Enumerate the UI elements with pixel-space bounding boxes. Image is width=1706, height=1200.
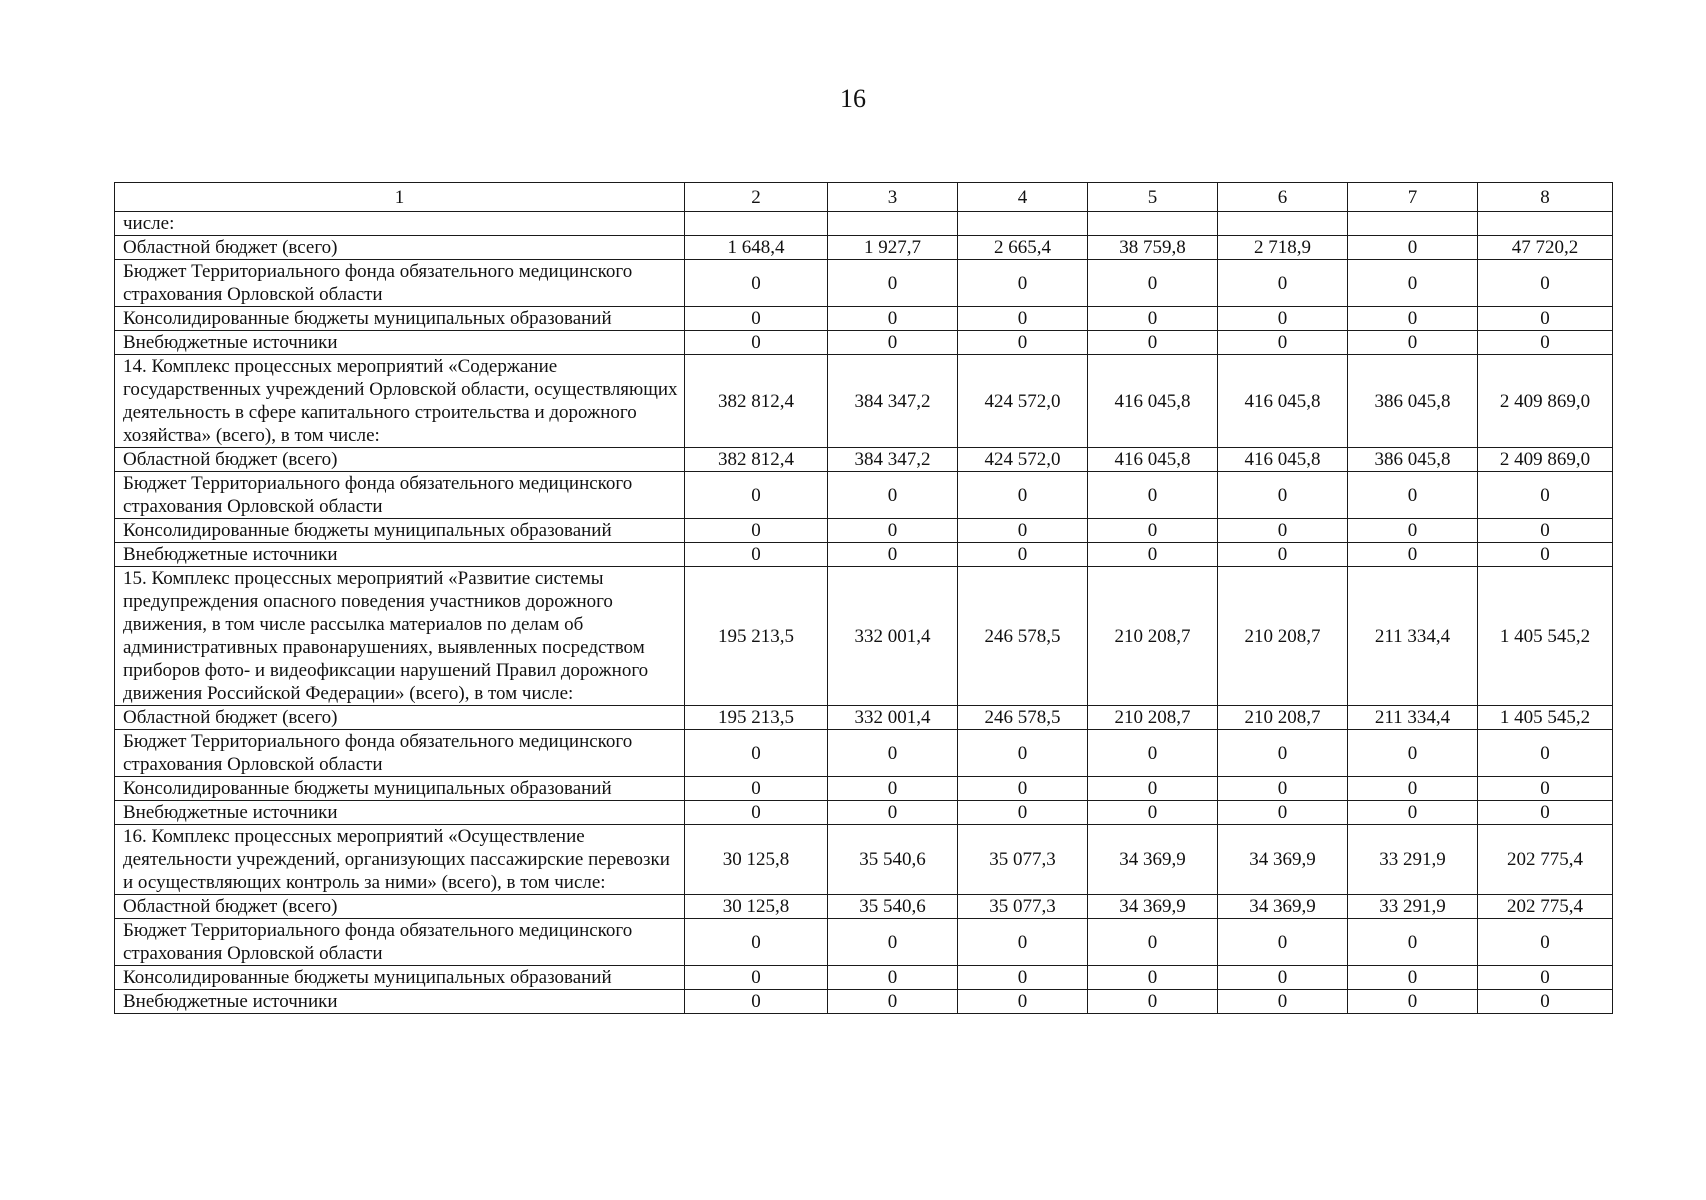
value-cell: 0 — [958, 801, 1088, 825]
row-label: 14. Комплекс процессных мероприятий «Содержание государственных учреждений Орловской области, осуществляющих деятельность в сфере капитального строительства и дорожного хозяйства» (всего), в том числе: — [115, 355, 685, 448]
value-cell — [1348, 212, 1478, 236]
table-row — [115, 236, 1613, 260]
row-label: 16. Комплекс процессных мероприятий «Осуществление деятельности учреждений, организующих пассажирские перевозки и осуществляющих контроль за ними» (всего), в том числе: — [115, 825, 685, 895]
row-label: Внебюджетные источники — [115, 543, 685, 567]
value-cell: 0 — [1218, 331, 1348, 355]
value-cell: 0 — [1348, 990, 1478, 1014]
value-cell: 2 665,4 — [958, 236, 1088, 260]
column-header: 5 — [1088, 183, 1218, 212]
column-header: 1 — [115, 183, 685, 212]
value-cell: 386 045,8 — [1348, 355, 1478, 448]
value-cell: 0 — [958, 777, 1088, 801]
value-cell: 0 — [958, 307, 1088, 331]
value-cell: 0 — [1218, 260, 1348, 307]
value-cell — [958, 212, 1088, 236]
value-cell: 1 927,7 — [828, 236, 958, 260]
value-cell: 2 718,9 — [1218, 236, 1348, 260]
value-cell: 0 — [958, 990, 1088, 1014]
value-cell: 210 208,7 — [1088, 567, 1218, 706]
value-cell: 0 — [1348, 472, 1478, 519]
row-label: Консолидированные бюджеты муниципальных образований — [115, 966, 685, 990]
value-cell: 0 — [1478, 543, 1613, 567]
row-label: Бюджет Территориального фонда обязательного медицинского страхования Орловской области — [115, 260, 685, 307]
value-cell: 0 — [1088, 472, 1218, 519]
column-header: 4 — [958, 183, 1088, 212]
value-cell: 0 — [685, 260, 828, 307]
table-row — [115, 919, 1613, 966]
row-label: Областной бюджет (всего) — [115, 236, 685, 260]
value-cell: 38 759,8 — [1088, 236, 1218, 260]
value-cell: 0 — [828, 519, 958, 543]
value-cell: 0 — [828, 331, 958, 355]
value-cell: 0 — [685, 919, 828, 966]
value-cell: 0 — [1088, 801, 1218, 825]
value-cell: 0 — [1478, 966, 1613, 990]
value-cell: 332 001,4 — [828, 706, 958, 730]
value-cell: 34 369,9 — [1088, 825, 1218, 895]
table-row — [115, 706, 1613, 730]
value-cell: 0 — [1478, 919, 1613, 966]
value-cell: 0 — [1218, 519, 1348, 543]
value-cell: 0 — [1478, 730, 1613, 777]
value-cell: 2 409 869,0 — [1478, 448, 1613, 472]
column-header: 2 — [685, 183, 828, 212]
table-row — [115, 260, 1613, 307]
value-cell: 0 — [1218, 777, 1348, 801]
page-number: 16 — [840, 84, 866, 113]
value-cell: 210 208,7 — [1088, 706, 1218, 730]
value-cell: 0 — [1348, 236, 1478, 260]
table-row — [115, 990, 1613, 1014]
value-cell: 246 578,5 — [958, 706, 1088, 730]
value-cell: 0 — [828, 966, 958, 990]
value-cell: 0 — [958, 543, 1088, 567]
value-cell: 33 291,9 — [1348, 825, 1478, 895]
row-label: Внебюджетные источники — [115, 331, 685, 355]
table-body — [115, 183, 1613, 1014]
value-cell: 0 — [958, 966, 1088, 990]
value-cell: 0 — [1348, 801, 1478, 825]
row-label: Областной бюджет (всего) — [115, 895, 685, 919]
value-cell: 384 347,2 — [828, 355, 958, 448]
value-cell: 246 578,5 — [958, 567, 1088, 706]
value-cell: 0 — [958, 519, 1088, 543]
value-cell — [1218, 212, 1348, 236]
value-cell: 0 — [1218, 472, 1348, 519]
value-cell: 210 208,7 — [1218, 706, 1348, 730]
value-cell: 0 — [685, 472, 828, 519]
value-cell: 0 — [1088, 519, 1218, 543]
value-cell: 35 077,3 — [958, 825, 1088, 895]
value-cell: 211 334,4 — [1348, 706, 1478, 730]
value-cell: 416 045,8 — [1088, 448, 1218, 472]
value-cell: 0 — [828, 307, 958, 331]
table-row — [115, 448, 1613, 472]
table-row — [115, 825, 1613, 895]
value-cell: 0 — [828, 801, 958, 825]
row-label: Бюджет Территориального фонда обязательного медицинского страхования Орловской области — [115, 472, 685, 519]
value-cell: 34 369,9 — [1218, 825, 1348, 895]
value-cell: 0 — [1218, 801, 1348, 825]
value-cell: 0 — [1088, 966, 1218, 990]
value-cell: 0 — [958, 260, 1088, 307]
value-cell: 0 — [685, 801, 828, 825]
value-cell: 0 — [685, 519, 828, 543]
value-cell: 0 — [1478, 260, 1613, 307]
table-row — [115, 801, 1613, 825]
value-cell: 424 572,0 — [958, 448, 1088, 472]
row-label: Бюджет Территориального фонда обязательного медицинского страхования Орловской области — [115, 730, 685, 777]
value-cell: 0 — [828, 777, 958, 801]
table-row — [115, 567, 1613, 706]
value-cell: 210 208,7 — [1218, 567, 1348, 706]
value-cell: 0 — [828, 472, 958, 519]
value-cell: 0 — [1088, 260, 1218, 307]
column-header: 3 — [828, 183, 958, 212]
table-row — [115, 355, 1613, 448]
value-cell: 386 045,8 — [1348, 448, 1478, 472]
row-label: Консолидированные бюджеты муниципальных образований — [115, 777, 685, 801]
value-cell: 0 — [958, 730, 1088, 777]
value-cell: 0 — [1478, 801, 1613, 825]
value-cell: 416 045,8 — [1218, 448, 1348, 472]
value-cell: 195 213,5 — [685, 706, 828, 730]
row-label: Внебюджетные источники — [115, 801, 685, 825]
table-row — [115, 730, 1613, 777]
value-cell: 1 648,4 — [685, 236, 828, 260]
value-cell: 416 045,8 — [1088, 355, 1218, 448]
table-row — [115, 212, 1613, 236]
table-row — [115, 472, 1613, 519]
value-cell: 1 405 545,2 — [1478, 706, 1613, 730]
value-cell: 0 — [828, 730, 958, 777]
value-cell: 0 — [1478, 777, 1613, 801]
table-row — [115, 519, 1613, 543]
row-label: Внебюджетные источники — [115, 990, 685, 1014]
value-cell: 0 — [958, 472, 1088, 519]
value-cell: 0 — [1088, 307, 1218, 331]
value-cell: 0 — [1088, 919, 1218, 966]
value-cell: 0 — [685, 777, 828, 801]
value-cell: 0 — [1218, 543, 1348, 567]
value-cell: 0 — [1088, 777, 1218, 801]
value-cell: 0 — [1348, 730, 1478, 777]
value-cell: 202 775,4 — [1478, 825, 1613, 895]
budget-table — [114, 182, 1613, 1014]
value-cell: 0 — [1088, 990, 1218, 1014]
row-label: Консолидированные бюджеты муниципальных образований — [115, 519, 685, 543]
value-cell: 0 — [1088, 331, 1218, 355]
value-cell: 416 045,8 — [1218, 355, 1348, 448]
value-cell: 0 — [828, 990, 958, 1014]
table-row — [115, 307, 1613, 331]
value-cell: 195 213,5 — [685, 567, 828, 706]
value-cell: 0 — [685, 730, 828, 777]
value-cell — [1088, 212, 1218, 236]
value-cell: 382 812,4 — [685, 448, 828, 472]
row-label: Консолидированные бюджеты муниципальных образований — [115, 307, 685, 331]
value-cell: 0 — [1348, 260, 1478, 307]
row-label: числе: — [115, 212, 685, 236]
value-cell: 34 369,9 — [1088, 895, 1218, 919]
value-cell: 35 540,6 — [828, 825, 958, 895]
value-cell: 384 347,2 — [828, 448, 958, 472]
value-cell: 0 — [685, 966, 828, 990]
value-cell: 332 001,4 — [828, 567, 958, 706]
value-cell: 30 125,8 — [685, 895, 828, 919]
value-cell — [685, 212, 828, 236]
table-row — [115, 966, 1613, 990]
value-cell — [828, 212, 958, 236]
value-cell: 382 812,4 — [685, 355, 828, 448]
value-cell: 0 — [1478, 519, 1613, 543]
table-row — [115, 331, 1613, 355]
value-cell: 0 — [1218, 730, 1348, 777]
row-label: Бюджет Территориального фонда обязательного медицинского страхования Орловской области — [115, 919, 685, 966]
value-cell: 0 — [685, 331, 828, 355]
value-cell: 0 — [1348, 966, 1478, 990]
row-label: Областной бюджет (всего) — [115, 706, 685, 730]
value-cell: 0 — [1478, 472, 1613, 519]
value-cell: 47 720,2 — [1478, 236, 1613, 260]
value-cell: 30 125,8 — [685, 825, 828, 895]
value-cell: 35 540,6 — [828, 895, 958, 919]
value-cell: 0 — [685, 307, 828, 331]
value-cell: 0 — [1348, 919, 1478, 966]
value-cell: 0 — [1478, 331, 1613, 355]
table-row — [115, 777, 1613, 801]
value-cell: 0 — [828, 260, 958, 307]
value-cell: 0 — [1478, 307, 1613, 331]
value-cell: 0 — [1218, 990, 1348, 1014]
value-cell: 0 — [1218, 307, 1348, 331]
value-cell: 0 — [958, 919, 1088, 966]
value-cell: 0 — [1348, 331, 1478, 355]
value-cell: 34 369,9 — [1218, 895, 1348, 919]
value-cell: 0 — [1088, 730, 1218, 777]
value-cell: 424 572,0 — [958, 355, 1088, 448]
value-cell: 0 — [1218, 966, 1348, 990]
table-row — [115, 895, 1613, 919]
row-label: Областной бюджет (всего) — [115, 448, 685, 472]
value-cell: 0 — [1348, 307, 1478, 331]
value-cell: 0 — [958, 331, 1088, 355]
value-cell: 0 — [685, 990, 828, 1014]
value-cell: 0 — [1348, 543, 1478, 567]
value-cell: 0 — [1478, 990, 1613, 1014]
value-cell: 35 077,3 — [958, 895, 1088, 919]
value-cell: 211 334,4 — [1348, 567, 1478, 706]
value-cell: 0 — [828, 919, 958, 966]
value-cell: 0 — [828, 543, 958, 567]
value-cell: 0 — [1218, 919, 1348, 966]
value-cell: 202 775,4 — [1478, 895, 1613, 919]
value-cell: 1 405 545,2 — [1478, 567, 1613, 706]
value-cell: 0 — [685, 543, 828, 567]
value-cell: 0 — [1088, 543, 1218, 567]
column-header: 7 — [1348, 183, 1478, 212]
column-header: 6 — [1218, 183, 1348, 212]
column-header: 8 — [1478, 183, 1613, 212]
value-cell: 33 291,9 — [1348, 895, 1478, 919]
table-header-row — [115, 183, 1613, 212]
row-label: 15. Комплекс процессных мероприятий «Развитие системы предупреждения опасного поведения участников дорожного движения, в том числе рассылка материалов по делам об административных правонарушениях, выявленных посредством приборов фото- и видеофиксации нарушений Правил дорожного движения Российской Федерации» (всего), в том числе: — [115, 567, 685, 706]
value-cell: 0 — [1348, 777, 1478, 801]
value-cell: 0 — [1348, 519, 1478, 543]
value-cell: 2 409 869,0 — [1478, 355, 1613, 448]
table-row — [115, 543, 1613, 567]
value-cell — [1478, 212, 1613, 236]
